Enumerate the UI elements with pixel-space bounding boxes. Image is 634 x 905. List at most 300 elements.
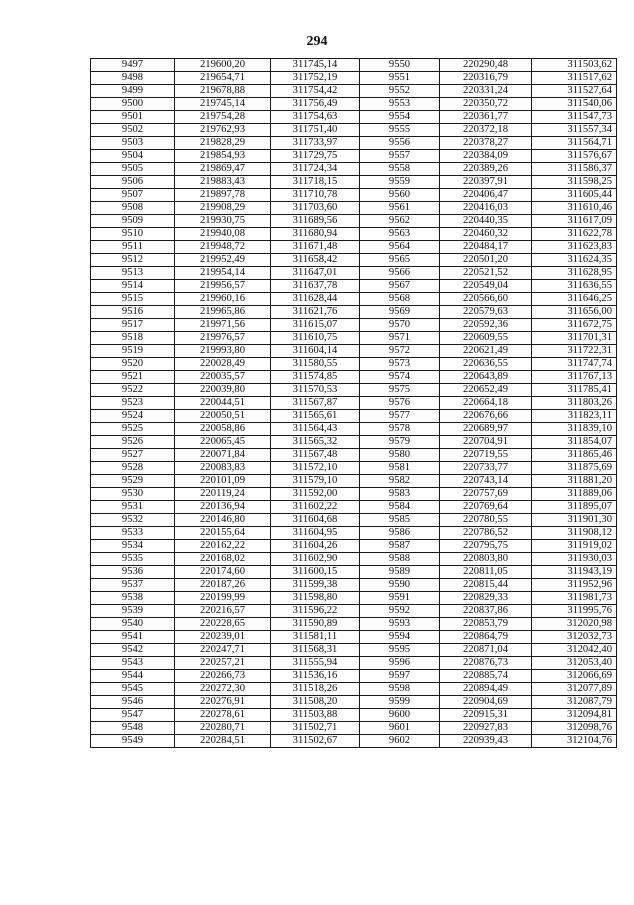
point-number-right: 9575 (360, 384, 440, 397)
y-coordinate-right: 312087,79 (532, 696, 617, 709)
x-coordinate-right: 220689,97 (440, 423, 532, 436)
point-number-left: 9523 (91, 397, 175, 410)
point-number-left: 9540 (91, 618, 175, 631)
point-number-left: 9547 (91, 709, 175, 722)
x-coordinate-right: 220876,73 (440, 657, 532, 670)
point-number-right: 9576 (360, 397, 440, 410)
y-coordinate-right: 311875,69 (532, 462, 617, 475)
y-coordinate-left: 311680,94 (271, 228, 360, 241)
point-number-right: 9564 (360, 241, 440, 254)
x-coordinate-left: 220280,71 (175, 722, 271, 735)
table-row (91, 59, 617, 72)
x-coordinate-right: 220837,86 (440, 605, 532, 618)
x-coordinate-left: 219600,20 (175, 59, 271, 72)
x-coordinate-left: 219883,43 (175, 176, 271, 189)
y-coordinate-right: 311895,07 (532, 501, 617, 514)
x-coordinate-right: 220592,36 (440, 319, 532, 332)
y-coordinate-left: 311647,01 (271, 267, 360, 280)
y-coordinate-left: 311565,32 (271, 436, 360, 449)
x-coordinate-left: 219754,28 (175, 111, 271, 124)
point-number-left: 9499 (91, 85, 175, 98)
x-coordinate-right: 220372,18 (440, 124, 532, 137)
point-number-left: 9535 (91, 553, 175, 566)
point-number-left: 9503 (91, 137, 175, 150)
y-coordinate-left: 311565,61 (271, 410, 360, 423)
y-coordinate-left: 311567,48 (271, 449, 360, 462)
x-coordinate-left: 220039,80 (175, 384, 271, 397)
y-coordinate-right: 311598,25 (532, 176, 617, 189)
x-coordinate-right: 220549,04 (440, 280, 532, 293)
table-row (91, 72, 617, 85)
y-coordinate-right: 311503,62 (532, 59, 617, 72)
x-coordinate-right: 220643,89 (440, 371, 532, 384)
y-coordinate-left: 311745,14 (271, 59, 360, 72)
y-coordinate-left: 311604,95 (271, 527, 360, 540)
x-coordinate-right: 220316,79 (440, 72, 532, 85)
y-coordinate-left: 311555,94 (271, 657, 360, 670)
table-row (91, 540, 617, 553)
point-number-right: 9567 (360, 280, 440, 293)
table-row (91, 475, 617, 488)
x-coordinate-right: 220939,43 (440, 735, 532, 748)
point-number-right: 9561 (360, 202, 440, 215)
x-coordinate-left: 219930,75 (175, 215, 271, 228)
x-coordinate-right: 220389,26 (440, 163, 532, 176)
table-row (91, 605, 617, 618)
table-row (91, 579, 617, 592)
y-coordinate-left: 311733,97 (271, 137, 360, 150)
y-coordinate-right: 312020,98 (532, 618, 617, 631)
table-row (91, 241, 617, 254)
table-row (91, 618, 617, 631)
x-coordinate-right: 220361,77 (440, 111, 532, 124)
point-number-right: 9600 (360, 709, 440, 722)
table-row (91, 553, 617, 566)
y-coordinate-left: 311604,68 (271, 514, 360, 527)
x-coordinate-left: 220146,80 (175, 514, 271, 527)
point-number-right: 9559 (360, 176, 440, 189)
x-coordinate-right: 220780,55 (440, 514, 532, 527)
point-number-right: 9571 (360, 332, 440, 345)
x-coordinate-right: 220416,03 (440, 202, 532, 215)
x-coordinate-right: 220795,75 (440, 540, 532, 553)
y-coordinate-left: 311604,26 (271, 540, 360, 553)
point-number-right: 9569 (360, 306, 440, 319)
x-coordinate-left: 219854,93 (175, 150, 271, 163)
point-number-right: 9597 (360, 670, 440, 683)
y-coordinate-right: 311981,73 (532, 592, 617, 605)
x-coordinate-left: 219828,29 (175, 137, 271, 150)
x-coordinate-left: 220187,26 (175, 579, 271, 592)
y-coordinate-left: 311503,88 (271, 709, 360, 722)
table-row (91, 137, 617, 150)
point-number-left: 9511 (91, 241, 175, 254)
point-number-left: 9509 (91, 215, 175, 228)
x-coordinate-left: 220162,22 (175, 540, 271, 553)
x-coordinate-left: 220101,09 (175, 475, 271, 488)
y-coordinate-right: 311628,95 (532, 267, 617, 280)
y-coordinate-left: 311754,42 (271, 85, 360, 98)
x-coordinate-right: 220811,05 (440, 566, 532, 579)
y-coordinate-right: 311995,76 (532, 605, 617, 618)
x-coordinate-right: 220786,52 (440, 527, 532, 540)
point-number-right: 9562 (360, 215, 440, 228)
point-number-left: 9537 (91, 579, 175, 592)
point-number-right: 9592 (360, 605, 440, 618)
table-row (91, 527, 617, 540)
point-number-right: 9579 (360, 436, 440, 449)
x-coordinate-left: 220071,84 (175, 449, 271, 462)
point-number-left: 9521 (91, 371, 175, 384)
point-number-right: 9580 (360, 449, 440, 462)
x-coordinate-left: 220272,30 (175, 683, 271, 696)
point-number-left: 9497 (91, 59, 175, 72)
y-coordinate-right: 311564,71 (532, 137, 617, 150)
y-coordinate-right: 311636,55 (532, 280, 617, 293)
x-coordinate-left: 220174,60 (175, 566, 271, 579)
x-coordinate-right: 220384,09 (440, 150, 532, 163)
table-row (91, 228, 617, 241)
table-row (91, 306, 617, 319)
y-coordinate-left: 311581,11 (271, 631, 360, 644)
point-number-right: 9594 (360, 631, 440, 644)
table-row (91, 410, 617, 423)
x-coordinate-right: 220904,69 (440, 696, 532, 709)
x-coordinate-right: 220331,24 (440, 85, 532, 98)
point-number-right: 9589 (360, 566, 440, 579)
point-number-right: 9588 (360, 553, 440, 566)
point-number-left: 9508 (91, 202, 175, 215)
coordinates-table (90, 58, 617, 748)
y-coordinate-right: 312094,81 (532, 709, 617, 722)
y-coordinate-left: 311756,49 (271, 98, 360, 111)
x-coordinate-right: 220864,79 (440, 631, 532, 644)
table-row (91, 423, 617, 436)
y-coordinate-right: 311881,20 (532, 475, 617, 488)
point-number-right: 9602 (360, 735, 440, 748)
y-coordinate-left: 311754,63 (271, 111, 360, 124)
x-coordinate-left: 219908,29 (175, 202, 271, 215)
point-number-left: 9505 (91, 163, 175, 176)
x-coordinate-right: 220815,44 (440, 579, 532, 592)
table-row (91, 683, 617, 696)
point-number-right: 9565 (360, 254, 440, 267)
y-coordinate-left: 311703,60 (271, 202, 360, 215)
point-number-left: 9549 (91, 735, 175, 748)
point-number-left: 9519 (91, 345, 175, 358)
y-coordinate-right: 311586,37 (532, 163, 617, 176)
y-coordinate-left: 311724,34 (271, 163, 360, 176)
point-number-left: 9501 (91, 111, 175, 124)
y-coordinate-left: 311590,89 (271, 618, 360, 631)
coordinates-table-body (91, 59, 617, 748)
point-number-right: 9590 (360, 579, 440, 592)
y-coordinate-left: 311502,67 (271, 735, 360, 748)
x-coordinate-left: 219678,88 (175, 85, 271, 98)
x-coordinate-left: 220284,51 (175, 735, 271, 748)
x-coordinate-left: 219965,86 (175, 306, 271, 319)
x-coordinate-right: 220397,91 (440, 176, 532, 189)
y-coordinate-right: 311865,46 (532, 449, 617, 462)
point-number-right: 9560 (360, 189, 440, 202)
y-coordinate-right: 311803,26 (532, 397, 617, 410)
table-row (91, 163, 617, 176)
y-coordinate-right: 311547,73 (532, 111, 617, 124)
y-coordinate-right: 311785,41 (532, 384, 617, 397)
y-coordinate-left: 311710,78 (271, 189, 360, 202)
x-coordinate-left: 219869,47 (175, 163, 271, 176)
x-coordinate-left: 220239,01 (175, 631, 271, 644)
point-number-left: 9514 (91, 280, 175, 293)
y-coordinate-right: 312042,40 (532, 644, 617, 657)
x-coordinate-right: 220803,80 (440, 553, 532, 566)
y-coordinate-right: 311576,67 (532, 150, 617, 163)
y-coordinate-right: 311854,07 (532, 436, 617, 449)
x-coordinate-right: 220440,35 (440, 215, 532, 228)
point-number-left: 9515 (91, 293, 175, 306)
x-coordinate-right: 220378,27 (440, 137, 532, 150)
point-number-right: 9591 (360, 592, 440, 605)
x-coordinate-right: 220915,31 (440, 709, 532, 722)
table-row (91, 85, 617, 98)
y-coordinate-left: 311610,75 (271, 332, 360, 345)
x-coordinate-right: 220757,69 (440, 488, 532, 501)
y-coordinate-right: 312104,76 (532, 735, 617, 748)
table-row (91, 345, 617, 358)
x-coordinate-left: 219971,56 (175, 319, 271, 332)
y-coordinate-left: 311536,16 (271, 670, 360, 683)
y-coordinate-left: 311572,10 (271, 462, 360, 475)
table-row (91, 111, 617, 124)
point-number-left: 9533 (91, 527, 175, 540)
point-number-left: 9532 (91, 514, 175, 527)
y-coordinate-right: 312053,40 (532, 657, 617, 670)
point-number-left: 9545 (91, 683, 175, 696)
point-number-right: 9568 (360, 293, 440, 306)
y-coordinate-right: 311610,46 (532, 202, 617, 215)
point-number-right: 9574 (360, 371, 440, 384)
point-number-left: 9500 (91, 98, 175, 111)
y-coordinate-left: 311729,75 (271, 150, 360, 163)
point-number-right: 9596 (360, 657, 440, 670)
x-coordinate-left: 219956,57 (175, 280, 271, 293)
x-coordinate-left: 220247,71 (175, 644, 271, 657)
table-row (91, 397, 617, 410)
y-coordinate-left: 311628,44 (271, 293, 360, 306)
table-row (91, 436, 617, 449)
y-coordinate-right: 311930,03 (532, 553, 617, 566)
y-coordinate-left: 311600,15 (271, 566, 360, 579)
y-coordinate-left: 311598,80 (271, 592, 360, 605)
point-number-right: 9557 (360, 150, 440, 163)
point-number-right: 9573 (360, 358, 440, 371)
x-coordinate-left: 220083,83 (175, 462, 271, 475)
point-number-right: 9558 (360, 163, 440, 176)
x-coordinate-left: 220257,21 (175, 657, 271, 670)
x-coordinate-left: 220278,61 (175, 709, 271, 722)
x-coordinate-right: 220676,66 (440, 410, 532, 423)
x-coordinate-right: 220853,79 (440, 618, 532, 631)
point-number-right: 9598 (360, 683, 440, 696)
point-number-left: 9517 (91, 319, 175, 332)
x-coordinate-left: 220168,02 (175, 553, 271, 566)
point-number-left: 9529 (91, 475, 175, 488)
point-number-left: 9512 (91, 254, 175, 267)
x-coordinate-right: 220406,47 (440, 189, 532, 202)
y-coordinate-left: 311570,53 (271, 384, 360, 397)
x-coordinate-left: 220155,64 (175, 527, 271, 540)
table-row (91, 371, 617, 384)
point-number-left: 9504 (91, 150, 175, 163)
y-coordinate-left: 311574,85 (271, 371, 360, 384)
point-number-right: 9595 (360, 644, 440, 657)
table-row (91, 709, 617, 722)
y-coordinate-right: 311889,06 (532, 488, 617, 501)
x-coordinate-left: 219952,49 (175, 254, 271, 267)
point-number-left: 9513 (91, 267, 175, 280)
y-coordinate-right: 311908,12 (532, 527, 617, 540)
table-row (91, 462, 617, 475)
y-coordinate-right: 312066,69 (532, 670, 617, 683)
point-number-right: 9583 (360, 488, 440, 501)
table-row (91, 696, 617, 709)
x-coordinate-left: 219960,16 (175, 293, 271, 306)
y-coordinate-right: 311527,64 (532, 85, 617, 98)
x-coordinate-right: 220743,14 (440, 475, 532, 488)
y-coordinate-right: 312077,89 (532, 683, 617, 696)
y-coordinate-right: 311672,75 (532, 319, 617, 332)
x-coordinate-left: 219948,72 (175, 241, 271, 254)
table-row (91, 592, 617, 605)
y-coordinate-left: 311579,10 (271, 475, 360, 488)
point-number-left: 9538 (91, 592, 175, 605)
point-number-right: 9584 (360, 501, 440, 514)
x-coordinate-left: 220228,65 (175, 618, 271, 631)
table-row (91, 501, 617, 514)
point-number-right: 9552 (360, 85, 440, 98)
x-coordinate-left: 219940,08 (175, 228, 271, 241)
y-coordinate-left: 311751,40 (271, 124, 360, 137)
point-number-left: 9544 (91, 670, 175, 683)
y-coordinate-left: 311615,07 (271, 319, 360, 332)
x-coordinate-left: 220050,51 (175, 410, 271, 423)
y-coordinate-right: 311517,62 (532, 72, 617, 85)
x-coordinate-right: 220652,49 (440, 384, 532, 397)
y-coordinate-left: 311752,19 (271, 72, 360, 85)
point-number-left: 9498 (91, 72, 175, 85)
point-number-left: 9528 (91, 462, 175, 475)
y-coordinate-right: 311646,25 (532, 293, 617, 306)
point-number-left: 9524 (91, 410, 175, 423)
x-coordinate-right: 220484,17 (440, 241, 532, 254)
point-number-left: 9541 (91, 631, 175, 644)
y-coordinate-left: 311596,22 (271, 605, 360, 618)
y-coordinate-left: 311658,42 (271, 254, 360, 267)
table-row (91, 722, 617, 735)
x-coordinate-right: 220829,33 (440, 592, 532, 605)
y-coordinate-right: 311943,19 (532, 566, 617, 579)
y-coordinate-right: 311540,06 (532, 98, 617, 111)
table-row (91, 293, 617, 306)
y-coordinate-right: 311823,11 (532, 410, 617, 423)
point-number-right: 9572 (360, 345, 440, 358)
x-coordinate-right: 220290,48 (440, 59, 532, 72)
x-coordinate-right: 220501,20 (440, 254, 532, 267)
point-number-right: 9585 (360, 514, 440, 527)
x-coordinate-right: 220927,83 (440, 722, 532, 735)
y-coordinate-left: 311602,90 (271, 553, 360, 566)
x-coordinate-right: 220609,55 (440, 332, 532, 345)
y-coordinate-left: 311718,15 (271, 176, 360, 189)
y-coordinate-right: 311901,30 (532, 514, 617, 527)
table-row (91, 514, 617, 527)
x-coordinate-left: 220058,86 (175, 423, 271, 436)
x-coordinate-right: 220769,64 (440, 501, 532, 514)
point-number-right: 9566 (360, 267, 440, 280)
point-number-left: 9502 (91, 124, 175, 137)
y-coordinate-right: 311605,44 (532, 189, 617, 202)
y-coordinate-right: 311622,78 (532, 228, 617, 241)
page-number: 294 (306, 34, 328, 49)
y-coordinate-left: 311599,38 (271, 579, 360, 592)
x-coordinate-right: 220566,60 (440, 293, 532, 306)
point-number-right: 9581 (360, 462, 440, 475)
point-number-right: 9577 (360, 410, 440, 423)
point-number-left: 9530 (91, 488, 175, 501)
point-number-left: 9518 (91, 332, 175, 345)
x-coordinate-right: 220460,32 (440, 228, 532, 241)
x-coordinate-left: 219993,80 (175, 345, 271, 358)
table-row (91, 319, 617, 332)
y-coordinate-right: 311656,00 (532, 306, 617, 319)
table-row (91, 631, 617, 644)
x-coordinate-right: 220885,74 (440, 670, 532, 683)
x-coordinate-left: 219762,93 (175, 124, 271, 137)
point-number-right: 9553 (360, 98, 440, 111)
point-number-left: 9507 (91, 189, 175, 202)
x-coordinate-right: 220521,52 (440, 267, 532, 280)
x-coordinate-right: 220894,49 (440, 683, 532, 696)
x-coordinate-left: 220266,73 (175, 670, 271, 683)
point-number-right: 9582 (360, 475, 440, 488)
table-row (91, 358, 617, 371)
point-number-right: 9570 (360, 319, 440, 332)
point-number-right: 9555 (360, 124, 440, 137)
y-coordinate-right: 311952,96 (532, 579, 617, 592)
y-coordinate-right: 311839,10 (532, 423, 617, 436)
point-number-left: 9542 (91, 644, 175, 657)
y-coordinate-left: 311508,20 (271, 696, 360, 709)
x-coordinate-left: 220028,49 (175, 358, 271, 371)
table-row (91, 384, 617, 397)
point-number-right: 9578 (360, 423, 440, 436)
y-coordinate-right: 311557,34 (532, 124, 617, 137)
point-number-right: 9593 (360, 618, 440, 631)
x-coordinate-left: 220136,94 (175, 501, 271, 514)
table-row (91, 189, 617, 202)
y-coordinate-left: 311564,43 (271, 423, 360, 436)
x-coordinate-left: 220119,24 (175, 488, 271, 501)
table-row (91, 332, 617, 345)
point-number-left: 9522 (91, 384, 175, 397)
point-number-right: 9551 (360, 72, 440, 85)
point-number-right: 9601 (360, 722, 440, 735)
y-coordinate-left: 311592,00 (271, 488, 360, 501)
point-number-left: 9527 (91, 449, 175, 462)
point-number-left: 9520 (91, 358, 175, 371)
y-coordinate-left: 311689,56 (271, 215, 360, 228)
point-number-right: 9599 (360, 696, 440, 709)
